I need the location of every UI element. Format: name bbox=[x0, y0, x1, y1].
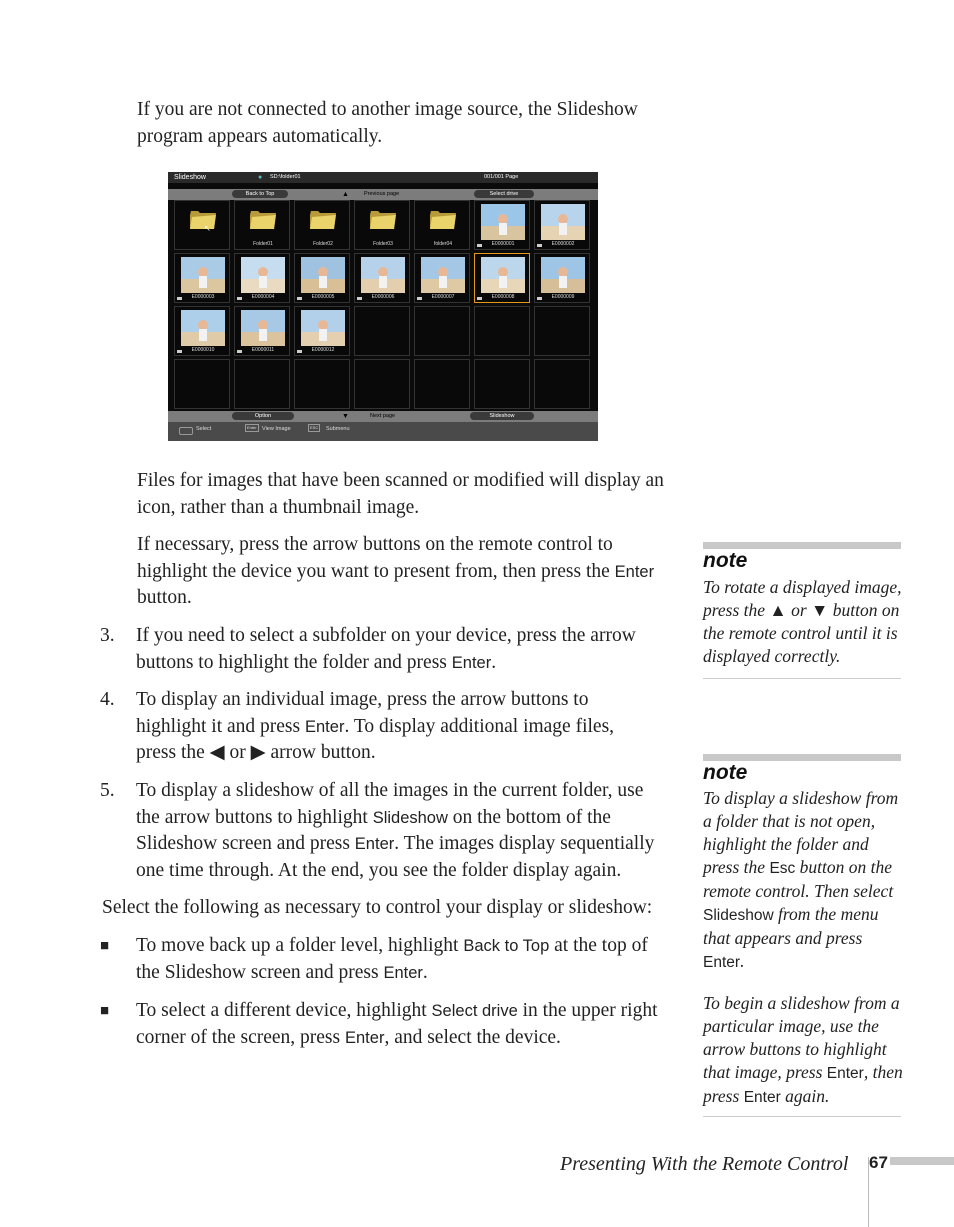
step-text: To display an individual image, press the arrow buttons to highlight it and press bbox=[136, 689, 589, 737]
footer-title: Presenting With the Remote Control bbox=[560, 1153, 849, 1175]
esc-key-icon: ESC bbox=[310, 425, 319, 430]
bullet-text: To move back up a folder level, highlight bbox=[136, 935, 464, 956]
photo-icon bbox=[241, 257, 285, 293]
ui-term: Enter bbox=[383, 963, 423, 982]
ui-term: Enter bbox=[345, 1028, 385, 1047]
photo-icon bbox=[301, 257, 345, 293]
bullet-text: , and select the device. bbox=[384, 1026, 561, 1048]
note-text-b: , then press bbox=[703, 1062, 903, 1106]
step-4 bbox=[100, 687, 670, 767]
bottom-navbar bbox=[168, 411, 598, 422]
ui-term: Select drive bbox=[431, 1002, 518, 1020]
empty-cell bbox=[354, 359, 410, 409]
photo-icon bbox=[541, 204, 585, 240]
image-thumbnail[interactable] bbox=[474, 253, 530, 303]
folder-icon bbox=[428, 209, 458, 231]
empty-cell bbox=[414, 359, 470, 409]
back-to-top-button[interactable]: Back to Top bbox=[232, 190, 288, 198]
folder-thumbnail[interactable] bbox=[174, 200, 230, 250]
current-path: SD:\folder01 bbox=[270, 174, 301, 180]
step-text: To display a slideshow of all the images in the current folder, use the arrow buttons to highlight bbox=[136, 780, 644, 828]
empty-cell bbox=[534, 306, 590, 356]
ui-term: Enter bbox=[354, 835, 395, 853]
drive-icon: ● bbox=[258, 174, 263, 181]
intro-paragraph: If you are not connected to another image source, the Slideshow program appears automatically. bbox=[137, 99, 638, 147]
up-arrow-icon: ▲ bbox=[342, 191, 349, 198]
ui-term: Enter bbox=[826, 1065, 864, 1082]
note-text-a: To begin a slideshow from a particular image, use the arrow buttons to highlight that image, press bbox=[703, 993, 900, 1082]
thumbnail-label: E0000010 bbox=[191, 347, 215, 353]
bullet-icon: ■ bbox=[100, 938, 110, 954]
note-text-a: To display a slideshow from a folder that is not open, highlight the folder and press the bbox=[703, 788, 899, 877]
bullet-back-to-top bbox=[100, 933, 670, 986]
photo-icon bbox=[181, 257, 225, 293]
folder-thumbnail[interactable] bbox=[414, 200, 470, 250]
ui-term: Esc bbox=[769, 860, 796, 877]
hint-bar bbox=[168, 422, 598, 441]
image-thumbnail[interactable] bbox=[294, 253, 350, 303]
image-thumbnail[interactable] bbox=[534, 200, 590, 250]
step-text: . To display additional image files, press the ◀ or ▶ arrow button. bbox=[136, 715, 615, 763]
step-5 bbox=[100, 778, 670, 884]
folder-icon bbox=[248, 209, 278, 231]
page-number: 67 bbox=[869, 1153, 888, 1172]
thumbnail-label: E0000012 bbox=[311, 347, 335, 353]
thumbnail-label: E0000011 bbox=[251, 347, 275, 353]
photo-icon bbox=[301, 310, 345, 346]
cursor-icon: ↖ bbox=[204, 224, 211, 233]
folder-icon bbox=[368, 209, 398, 231]
thumbnail-label: E0000006 bbox=[371, 294, 395, 300]
slideshow-title: Slideshow bbox=[174, 174, 206, 181]
bullet-text: . bbox=[422, 961, 428, 983]
step-text: If you need to select a subfolder on your device, press the arrow buttons to highlight the folder and press bbox=[136, 625, 636, 673]
necessary-text-a: If necessary, press the arrow buttons on the remote control to highlight the device you want to present from, then press the bbox=[137, 534, 615, 582]
photo-icon bbox=[481, 257, 525, 293]
step-text: on the bottom of the Slideshow screen and press bbox=[136, 806, 611, 854]
files-paragraph: Files for images that have been scanned or modified will display an icon, rather than a thumbnail image. bbox=[137, 470, 664, 518]
photo-icon bbox=[481, 204, 525, 240]
empty-cell bbox=[414, 306, 470, 356]
thumbnail-label: E0000003 bbox=[191, 294, 215, 300]
note-1-text: To rotate a displayed image, press the ▲ or ▼ button on the remote control until it is displayed correctly. bbox=[703, 577, 902, 666]
select-drive-button[interactable]: Select drive bbox=[474, 190, 534, 198]
enter-ui-term: Enter bbox=[614, 562, 655, 581]
thumbnail-label: E0000002 bbox=[551, 241, 575, 247]
empty-cell bbox=[474, 306, 530, 356]
top-navbar bbox=[168, 189, 598, 200]
empty-cell bbox=[294, 359, 350, 409]
folder-icon bbox=[308, 209, 338, 231]
image-thumbnail[interactable] bbox=[234, 253, 290, 303]
note-1-rule bbox=[703, 678, 901, 679]
bullet-text: To select a different device, highlight bbox=[136, 1000, 432, 1021]
note-2-text bbox=[703, 787, 903, 974]
bullet-text: in the upper right corner of the screen, press bbox=[136, 1000, 658, 1048]
note-1-bar bbox=[703, 542, 901, 549]
dpad-icon bbox=[179, 427, 193, 435]
photo-icon bbox=[541, 257, 585, 293]
ui-term: Enter bbox=[305, 717, 345, 736]
ui-term: Slideshow bbox=[703, 907, 774, 924]
image-thumbnail[interactable] bbox=[474, 200, 530, 250]
hint-view-image: View Image bbox=[262, 426, 291, 432]
thumbnail-label: Folder01 bbox=[253, 241, 273, 247]
thumbnail-label: E0000004 bbox=[251, 294, 275, 300]
image-thumbnail[interactable] bbox=[174, 306, 230, 356]
folder-icon bbox=[188, 209, 218, 231]
step-3 bbox=[100, 623, 670, 676]
image-thumbnail[interactable] bbox=[294, 306, 350, 356]
note-1-title: note bbox=[703, 549, 748, 572]
photo-icon bbox=[241, 310, 285, 346]
empty-cell bbox=[534, 359, 590, 409]
down-arrow-icon: ▼ bbox=[342, 413, 349, 420]
folder-thumbnail[interactable] bbox=[234, 200, 290, 250]
image-thumbnail[interactable] bbox=[534, 253, 590, 303]
previous-page-button[interactable]: Previous page bbox=[364, 191, 400, 197]
slideshow-button[interactable]: Slideshow bbox=[470, 412, 534, 420]
empty-cell bbox=[474, 359, 530, 409]
folder-thumbnail[interactable] bbox=[294, 200, 350, 250]
ui-term: Enter bbox=[743, 1089, 781, 1106]
thumbnail-grid bbox=[174, 200, 594, 412]
thumbnail-label: E0000009 bbox=[551, 294, 575, 300]
note-text-c: again. bbox=[780, 1086, 830, 1106]
empty-cell bbox=[234, 359, 290, 409]
footer-bar bbox=[890, 1157, 954, 1165]
option-button[interactable]: Option bbox=[232, 412, 294, 420]
image-thumbnail[interactable] bbox=[414, 253, 470, 303]
bullet-icon: ■ bbox=[100, 1003, 110, 1019]
step-text: . bbox=[491, 651, 497, 673]
note-text-b: button on the remote control. Then select bbox=[703, 857, 894, 901]
thumbnail-label: E0000007 bbox=[431, 294, 455, 300]
thumbnail-label: E0000008 bbox=[491, 294, 515, 300]
slideshow-screenshot bbox=[168, 172, 598, 441]
enter-key-icon: Enter bbox=[247, 425, 257, 430]
note-2-title: note bbox=[703, 761, 748, 784]
step-text: . The images display sequentially one time through. At the end, you see the folder display again. bbox=[136, 833, 655, 881]
necessary-text-b: button. bbox=[137, 587, 192, 608]
thumbnail-label: folder04 bbox=[433, 241, 453, 247]
empty-cell bbox=[174, 359, 230, 409]
ui-term: Enter bbox=[703, 954, 741, 971]
photo-icon bbox=[181, 310, 225, 346]
hint-select: Select bbox=[196, 426, 212, 432]
image-thumbnail[interactable] bbox=[234, 306, 290, 356]
photo-icon bbox=[421, 257, 465, 293]
bullet-text: at the top of the Slideshow screen and press bbox=[136, 935, 648, 983]
photo-icon bbox=[361, 257, 405, 293]
ui-term: Slideshow bbox=[372, 808, 448, 827]
slideshow-titlebar bbox=[168, 172, 598, 183]
ui-term: Back to Top bbox=[463, 937, 550, 955]
note-text-d: . bbox=[740, 951, 745, 971]
step-number: 4. bbox=[100, 689, 115, 710]
image-thumbnail[interactable] bbox=[174, 253, 230, 303]
note-2-text-2 bbox=[703, 992, 903, 1109]
empty-cell bbox=[354, 306, 410, 356]
ui-term: Enter bbox=[451, 653, 492, 672]
hint-submenu: Submenu bbox=[326, 426, 350, 432]
thumbnail-label: E0000005 bbox=[311, 294, 335, 300]
step-number: 5. bbox=[100, 780, 115, 801]
note-text-c: from the menu that appears and press bbox=[703, 904, 879, 948]
thumbnail-label: E0000001 bbox=[491, 241, 515, 247]
thumbnail-label: Folder03 bbox=[373, 241, 393, 247]
page-indicator: 001/001 Page bbox=[484, 174, 519, 180]
note-2-bar bbox=[703, 754, 901, 761]
folder-thumbnail[interactable] bbox=[354, 200, 410, 250]
next-page-button[interactable]: Next page bbox=[370, 413, 396, 419]
select-following: Select the following as necessary to control your display or slideshow: bbox=[102, 897, 653, 918]
necessary-paragraph bbox=[137, 532, 657, 612]
note-2-rule bbox=[703, 1116, 901, 1117]
thumbnail-label: Folder02 bbox=[313, 241, 333, 247]
image-thumbnail[interactable] bbox=[354, 253, 410, 303]
bullet-select-drive bbox=[100, 998, 670, 1051]
step-number: 3. bbox=[100, 625, 115, 646]
